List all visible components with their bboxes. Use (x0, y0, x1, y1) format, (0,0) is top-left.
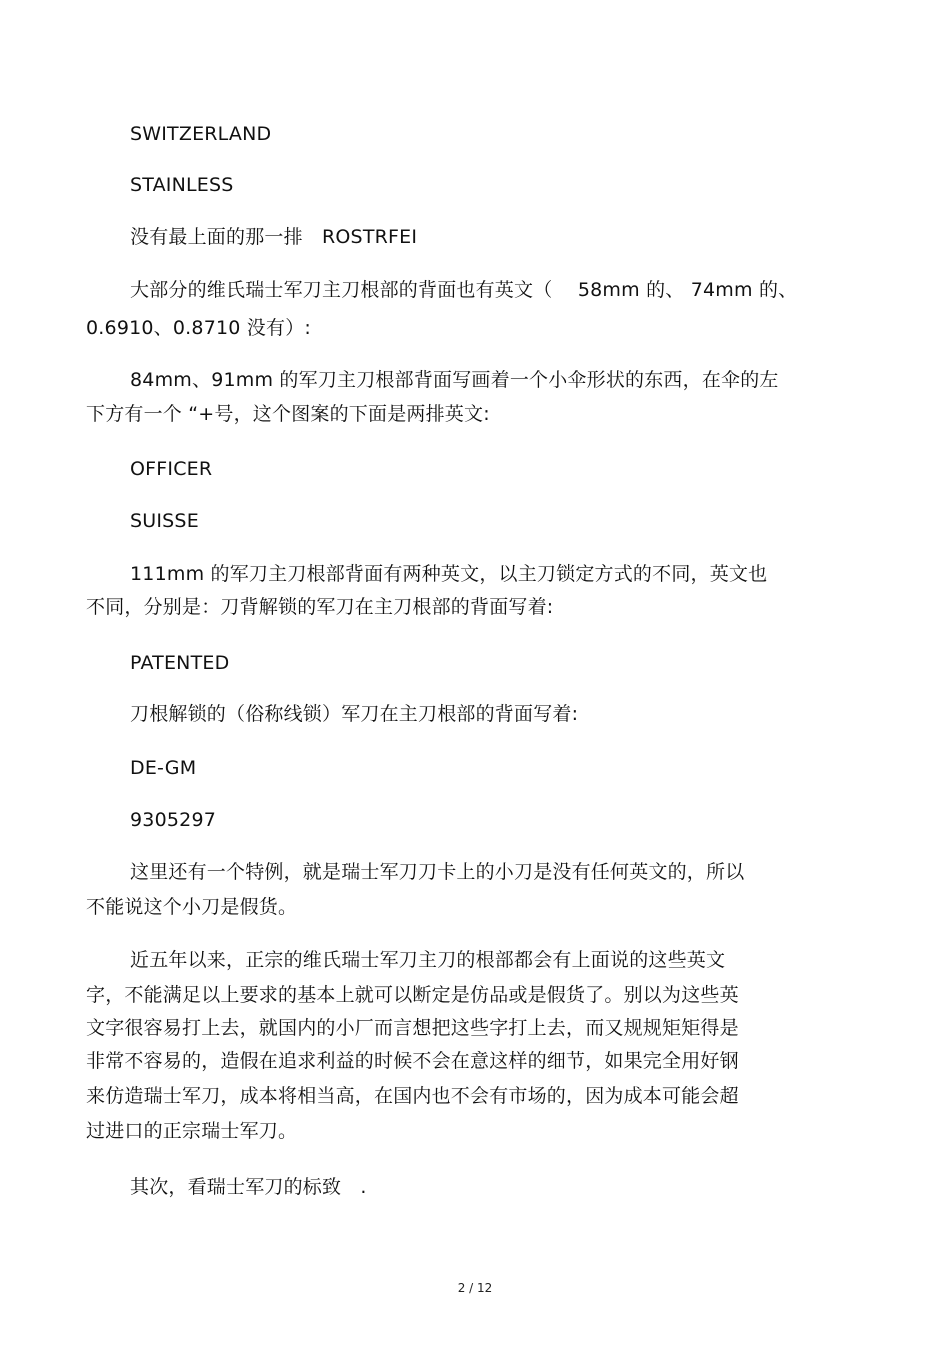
paragraph-five-years-line4: 非常不容易的，造假在追求利益的时候不会在意这样的细节，如果完全用好钢 (86, 1050, 739, 1072)
paragraph-58mm-line1: 大部分的维氏瑞士军刀主刀根部的背面也有英文（ 58mm 的、 74mm 的、 (130, 279, 798, 301)
text-liner-lock: 刀根解锁的（俗称线锁）军刀在主刀根部的背面写着: (130, 703, 579, 725)
paragraph-special-case-line1: 这里还有一个特例，就是瑞士军刀刀卡上的小刀是没有任何英文的，所以 (130, 861, 745, 883)
paragraph-five-years-line6: 过进口的正宗瑞士军刀。 (86, 1120, 298, 1142)
paragraph-84mm-line2: 下方有一个 “+号，这个图案的下面是两排英文: (86, 403, 490, 425)
paragraph-five-years-line1: 近五年以来，正宗的维氏瑞士军刀主刀的根部都会有上面说的这些英文 (130, 949, 726, 971)
paragraph-111mm-line2: 不同，分别是：刀背解锁的军刀在主刀根部的背面写着: (86, 596, 554, 618)
text-no-top-row: 没有最上面的那一排 ROSTRFEI (130, 226, 418, 248)
text-de-gm: DE-GM (130, 757, 197, 779)
paragraph-111mm-line1: 111mm 的军刀主刀根部背面有两种英文，以主刀锁定方式的不同，英文也 (130, 563, 768, 585)
paragraph-five-years-line3: 文字很容易打上去，就国内的小厂而言想把这些字打上去，而又规规矩矩得是 (86, 1017, 739, 1039)
text-9305297: 9305297 (130, 809, 217, 831)
paragraph-special-case-line2: 不能说这个小刀是假货。 (86, 896, 298, 918)
paragraph-58mm-line2: 0.6910、0.8710 没有）: (86, 317, 312, 339)
paragraph-five-years-line5: 来仿造瑞士军刀，成本将相当高，在国内也不会有市场的，因为成本可能会超 (86, 1085, 739, 1107)
text-officer: OFFICER (130, 458, 213, 480)
text-switzerland: SWITZERLAND (130, 123, 272, 145)
text-stainless: STAINLESS (130, 174, 234, 196)
text-patented: PATENTED (130, 652, 230, 674)
text-suisse: SUISSE (130, 510, 199, 532)
paragraph-84mm-line1: 84mm、91mm 的军刀主刀根部背面写画着一个小伞形状的东西，在伞的左 (130, 369, 779, 391)
paragraph-next-section: 其次，看瑞士军刀的标致 . (130, 1176, 367, 1198)
page-number: 2 / 12 (457, 1281, 493, 1295)
paragraph-five-years-line2: 字，不能满足以上要求的基本上就可以断定是仿品或是假货了。别以为这些英 (86, 984, 739, 1006)
